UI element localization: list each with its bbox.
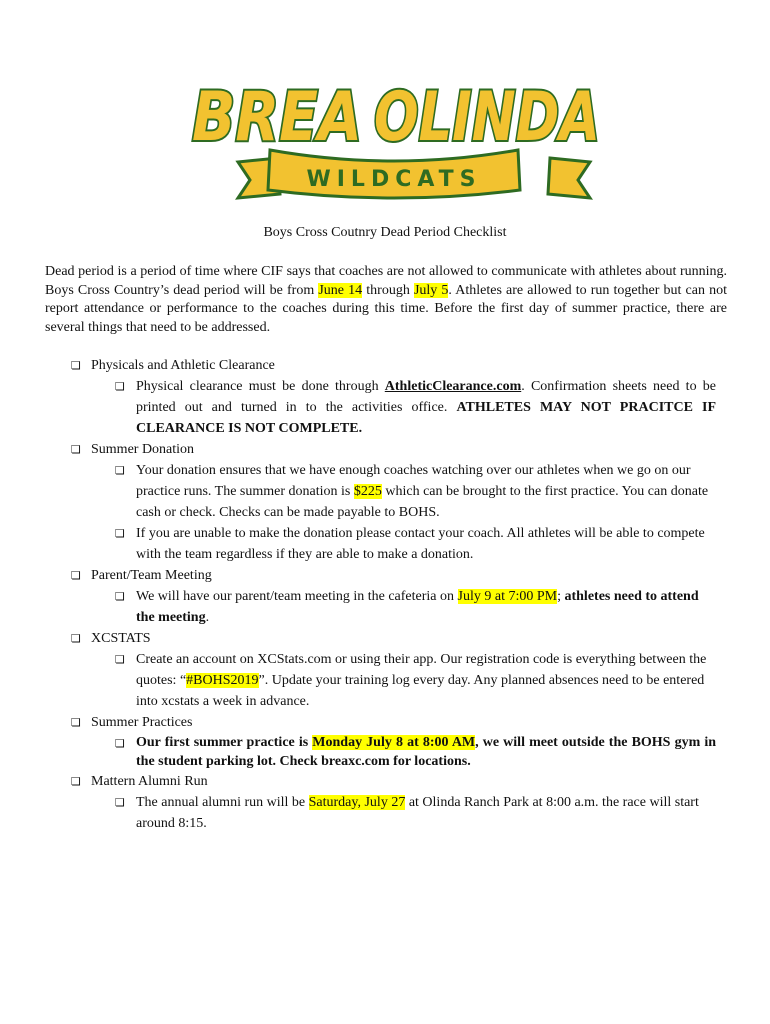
section-label: XCSTATS [91, 631, 151, 646]
section-label: Summer Donation [91, 442, 195, 457]
checkbox-icon: ❏ [71, 716, 81, 729]
registration-code: #BOHS2019 [186, 673, 259, 688]
brea-olinda-wildcats-logo [178, 66, 610, 204]
checkbox-icon: ❏ [71, 359, 81, 372]
checkbox-icon: ❏ [115, 464, 125, 477]
checkbox-icon: ❏ [115, 527, 125, 540]
list-item: ❏ Create an account on XCStats.com or using their app. Our registration code is everything between the quotes: “#BOHS2019”. Update your training log every day. Any planned absences need to be entered into xcstats a week in advance. [115, 649, 731, 712]
section-physicals [71, 355, 731, 439]
meeting-date: July 9 at 7:00 PM [457, 589, 558, 604]
checkbox-icon: ❏ [71, 775, 81, 788]
section-donation [71, 439, 731, 565]
section-label: Mattern Alumni Run [91, 774, 208, 789]
donation-amount: $225 [353, 484, 382, 499]
section-label: Summer Practices [91, 715, 193, 730]
section-practices [71, 712, 731, 771]
section-xcstats [71, 628, 731, 712]
list-item: ❏ We will have our parent/team meeting in the cafeteria on July 9 at 7:00 PM; athletes need to attend the meeting. [115, 586, 731, 628]
list-item: ❏ Our first summer practice is Monday July 8 at 8:00 AM, we will meet outside the BOHS gym in the student parking lot. Check breaxc.com for locations. [115, 735, 717, 769]
logo-banner-text: WILDCATS [306, 167, 482, 192]
checkbox-icon: ❏ [115, 590, 125, 603]
list-item: ❏ Your donation ensures that we have enough coaches watching over our athletes when we go on our practice runs. The summer donation is $225 which can be brought to the first practice. You can donate cash or check. Checks can be made payable to BOHS. [115, 460, 731, 523]
athletic-clearance-link[interactable]: AthleticClearance.com [384, 379, 522, 394]
document-title: Boys Cross Coutnry Dead Period Checklist [263, 225, 507, 240]
checkbox-icon: ❏ [71, 632, 81, 645]
alumni-run-date: Saturday, July 27 [308, 795, 406, 810]
checkbox-icon: ❏ [115, 653, 125, 666]
dead-period-end-date: July 5 [413, 282, 449, 298]
section-label: Parent/Team Meeting [91, 568, 212, 583]
checkbox-icon: ❏ [71, 443, 81, 456]
checkbox-icon: ❏ [115, 796, 125, 809]
section-label: Physicals and Athletic Clearance [91, 358, 275, 373]
checkbox-icon: ❏ [71, 569, 81, 582]
section-alumni [71, 771, 731, 834]
checkbox-icon: ❏ [115, 737, 125, 750]
logo-text-olinda: OLINDA [374, 78, 600, 157]
list-item: ❏ If you are unable to make the donation please contact your coach. All athletes will be able to compete with the team regardless if they are able to make a donation. [115, 523, 731, 565]
first-practice-date: Monday July 8 at 8:00 AM [312, 735, 476, 750]
logo-text-brea: BREA [192, 78, 362, 157]
section-meeting [71, 565, 731, 628]
checkbox-icon: ❏ [115, 380, 125, 393]
intro-paragraph: Dead period is a period of time where CIF says that coaches are not allowed to communicate with athletes about running. Boys Cross Country’s dead period will be from June 14 through July 5. Athletes are allowed to run together but can not report attendance or performance to the coaches during this time. Before the first day of summer practice, there are several things that need to be addressed. [45, 264, 727, 335]
list-item: ❏ The annual alumni run will be Saturday, July 27 at Olinda Ranch Park at 8:00 a.m. the race will start around 8:15. [115, 792, 731, 834]
dead-period-start-date: June 14 [318, 282, 363, 298]
checklist [71, 355, 731, 834]
list-item: ❏ Physical clearance must be done through AthleticClearance.com. Confirmation sheets need to be printed out and turned in to the activities office. ATHLETES MAY NOT PRACITCE IF CLEARANCE IS NOT COMPLETE. [115, 376, 731, 439]
